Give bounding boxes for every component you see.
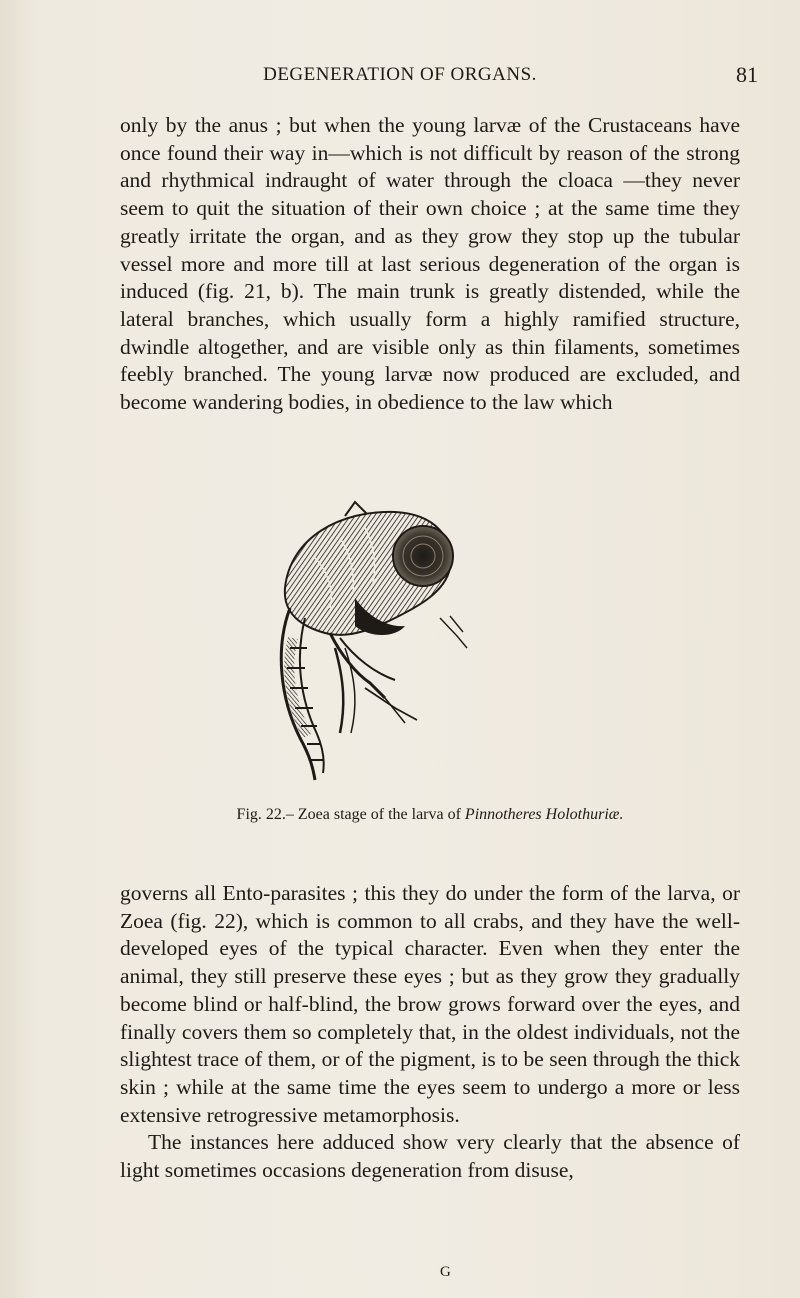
paragraph-zoea: governs all Ento-parasites ; this they do under the form of the larva, or Zoea (fig. 22), which is common to all crabs, and they have the well-developed eyes of the typical character. Even when they enter the animal, they still preserve these eyes ; but as they grow they gradually become blind or half-blind, the brow grows forward over the eyes, and finally covers them so completely that, in the oldest individuals, not the slightest trace of them, or of the pigment, is to be seen through the thick skin ; while at the same time the eyes seem to undergo a more or less extensive retrogressive metamorphosis. <box>120 881 740 1127</box>
text-block-top <box>120 112 740 417</box>
running-head: DEGENERATION OF ORGANS. <box>263 64 537 85</box>
paragraph-instances: The instances here adduced show very clearly that the absence of light sometimes occasions degeneration from disuse, <box>120 1130 740 1183</box>
caption-label: Fig. 22.– Zoea stage of the larva of <box>236 806 465 823</box>
text-block-bottom <box>120 880 740 1185</box>
figure-caption <box>120 806 740 824</box>
page-header <box>0 62 800 92</box>
page-number: 81 <box>736 62 758 87</box>
signature-mark: G <box>440 1264 451 1280</box>
zoea-larva-illustration <box>245 498 525 783</box>
caption-species: Pinnotheres Holothuriæ. <box>464 806 624 823</box>
paragraph-continued: only by the anus ; but when the young larvæ of the Crustaceans have once found their way in—which is not difficult by reason of the strong and rhythmical indraught of water through the cloaca —they never seem to quit the situation of their own choice ; at the same time they greatly irritate the organ, and as they grow they stop up the tubular vessel more and more till at last serious degeneration of the organ is induced (fig. 21, b). The main trunk is greatly distended, while the lateral branches, which usually form a highly ramified structure, dwindle altogether, and are visible only as thin filaments, sometimes feebly branched. The young larvæ now produced are excluded, and become wandering bodies, in obedience to the law which <box>120 113 740 415</box>
